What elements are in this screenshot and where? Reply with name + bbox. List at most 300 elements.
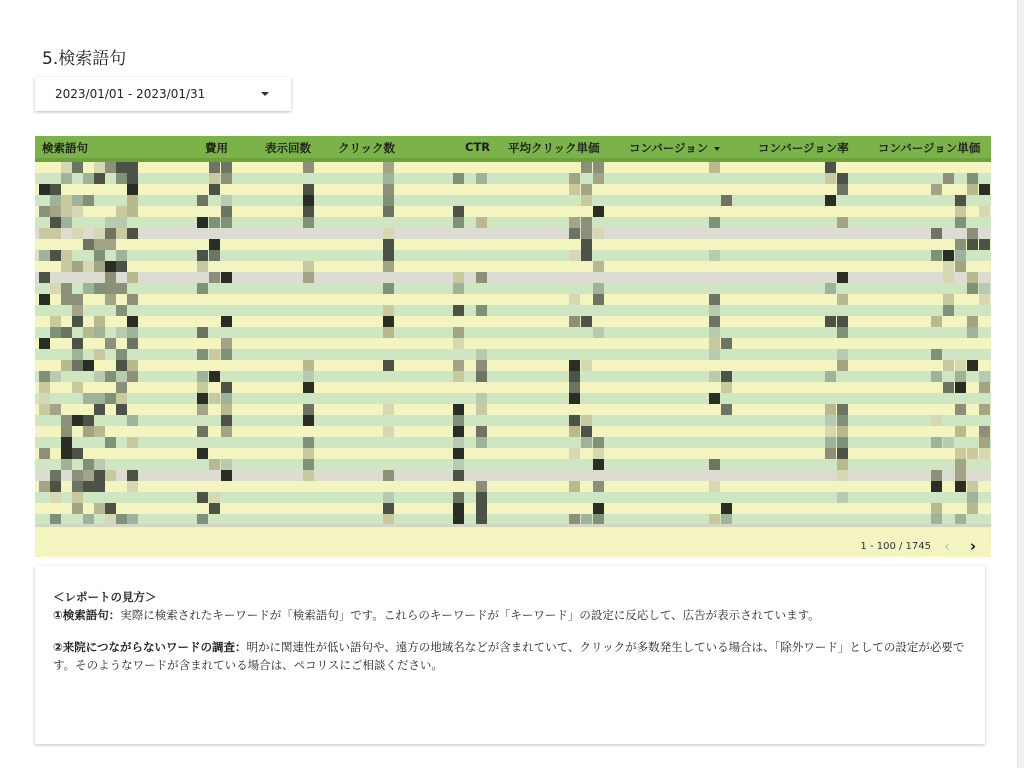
- obscured-cell: [94, 250, 105, 261]
- obscured-cell: [453, 448, 464, 459]
- obscured-cell: [72, 316, 83, 327]
- obscured-cell: [825, 404, 836, 415]
- obscured-cell: [569, 382, 580, 393]
- table-row[interactable]: [35, 294, 991, 305]
- obscured-cell: [116, 371, 127, 382]
- obscured-cell: [116, 217, 127, 228]
- obscured-cell: [72, 360, 83, 371]
- search-terms-table: [35, 136, 991, 557]
- table-row[interactable]: [35, 415, 991, 426]
- obscured-cell: [967, 481, 978, 492]
- obscured-cell: [967, 448, 978, 459]
- obscured-cell: [61, 448, 72, 459]
- table-row[interactable]: [35, 239, 991, 250]
- obscured-cell: [453, 514, 464, 524]
- obscured-cell: [825, 415, 836, 426]
- obscured-cell: [116, 327, 127, 338]
- obscured-cell: [476, 514, 487, 524]
- obscured-cell: [39, 382, 50, 393]
- obscured-cell: [61, 294, 72, 305]
- table-row[interactable]: [35, 459, 991, 470]
- obscured-cell: [453, 459, 464, 470]
- obscured-cell: [72, 349, 83, 360]
- obscured-cell: [453, 305, 464, 316]
- obscured-cell: [837, 415, 848, 426]
- table-row[interactable]: [35, 349, 991, 360]
- obscured-cell: [197, 492, 208, 503]
- obscured-cell: [209, 393, 220, 404]
- obscured-cell: [83, 459, 94, 470]
- obscured-cell: [61, 459, 72, 470]
- column-header-conversion-rate[interactable]: コンバージョン率: [758, 141, 849, 155]
- obscured-cell: [709, 393, 720, 404]
- obscured-cell: [721, 338, 732, 349]
- obscured-cell: [303, 261, 314, 272]
- obscured-cell: [209, 459, 220, 470]
- obscured-cell: [127, 338, 138, 349]
- obscured-cell: [127, 316, 138, 327]
- obscured-cell: [221, 195, 232, 206]
- obscured-cell: [837, 470, 848, 481]
- obscured-cell: [303, 217, 314, 228]
- obscured-cell: [303, 184, 314, 195]
- date-range-label: 2023/01/01 - 2023/01/31: [55, 87, 206, 101]
- obscured-cell: [825, 195, 836, 206]
- obscured-cell: [105, 228, 116, 239]
- obscured-cell: [116, 305, 127, 316]
- table-header: [35, 136, 991, 162]
- obscured-cell: [569, 316, 580, 327]
- obscured-cell: [221, 404, 232, 415]
- previous-page-icon[interactable]: ‹: [944, 537, 950, 555]
- pagination-range: 1 - 100 / 1745: [860, 540, 931, 552]
- obscured-cell: [61, 261, 72, 272]
- obscured-cell: [50, 228, 61, 239]
- table-row[interactable]: [35, 272, 991, 283]
- obscured-cell: [453, 272, 464, 283]
- obscured-cell: [209, 349, 220, 360]
- report-guide-item-1: [53, 606, 965, 624]
- obscured-cell: [837, 184, 848, 195]
- obscured-cell: [61, 206, 72, 217]
- obscured-cell: [476, 360, 487, 371]
- obscured-cell: [50, 514, 61, 524]
- obscured-cell: [943, 250, 954, 261]
- obscured-cell: [94, 459, 105, 470]
- obscured-cell: [383, 250, 394, 261]
- obscured-cell: [581, 228, 592, 239]
- obscured-cell: [967, 184, 978, 195]
- obscured-cell: [476, 349, 487, 360]
- table-row[interactable]: [35, 437, 991, 448]
- obscured-cell: [476, 173, 487, 184]
- table-row[interactable]: [35, 382, 991, 393]
- table-row[interactable]: [35, 503, 991, 514]
- column-header-search-term[interactable]: 検索語句: [42, 141, 88, 155]
- table-row[interactable]: [35, 206, 991, 217]
- obscured-cell: [931, 503, 942, 514]
- obscured-cell: [209, 250, 220, 261]
- obscured-cell: [569, 448, 580, 459]
- column-header-impressions[interactable]: 表示回数: [265, 141, 311, 155]
- obscured-cell: [825, 437, 836, 448]
- obscured-cell: [581, 514, 592, 524]
- obscured-cell: [303, 382, 314, 393]
- obscured-cell: [61, 195, 72, 206]
- obscured-cell: [837, 316, 848, 327]
- table-row[interactable]: [35, 514, 991, 524]
- obscured-cell: [50, 250, 61, 261]
- obscured-cell: [825, 283, 836, 294]
- obscured-cell: [116, 393, 127, 404]
- obscured-cell: [221, 272, 232, 283]
- obscured-cell: [955, 481, 966, 492]
- obscured-cell: [383, 514, 394, 524]
- obscured-cell: [955, 371, 966, 382]
- obscured-cell: [453, 360, 464, 371]
- obscured-cell: [39, 481, 50, 492]
- obscured-cell: [94, 371, 105, 382]
- obscured-cell: [116, 162, 127, 173]
- obscured-cell: [221, 470, 232, 481]
- obscured-cell: [39, 228, 50, 239]
- obscured-cell: [383, 173, 394, 184]
- obscured-cell: [116, 228, 127, 239]
- obscured-cell: [931, 514, 942, 524]
- obscured-cell: [476, 426, 487, 437]
- obscured-cell: [453, 415, 464, 426]
- obscured-cell: [105, 283, 116, 294]
- table-row[interactable]: [35, 404, 991, 415]
- obscured-cell: [967, 283, 978, 294]
- obscured-cell: [83, 327, 94, 338]
- obscured-cell: [105, 261, 116, 272]
- obscured-cell: [837, 327, 848, 338]
- obscured-cell: [569, 250, 580, 261]
- table-row[interactable]: [35, 228, 991, 239]
- obscured-cell: [709, 514, 720, 524]
- obscured-cell: [39, 448, 50, 459]
- obscured-cell: [197, 448, 208, 459]
- obscured-cell: [94, 162, 105, 173]
- obscured-cell: [72, 294, 83, 305]
- obscured-cell: [127, 415, 138, 426]
- obscured-cell: [303, 195, 314, 206]
- obscured-cell: [94, 316, 105, 327]
- obscured-cell: [837, 349, 848, 360]
- obscured-cell: [197, 217, 208, 228]
- obscured-cell: [383, 503, 394, 514]
- table-row[interactable]: [35, 316, 991, 327]
- obscured-cell: [72, 503, 83, 514]
- obscured-cell: [955, 250, 966, 261]
- obscured-cell: [197, 393, 208, 404]
- obscured-cell: [197, 514, 208, 524]
- obscured-cell: [83, 393, 94, 404]
- table-row[interactable]: [35, 426, 991, 437]
- column-header-ctr[interactable]: CTR: [465, 140, 491, 154]
- obscured-cell: [837, 426, 848, 437]
- obscured-cell: [127, 437, 138, 448]
- obscured-cell: [476, 272, 487, 283]
- obscured-cell: [569, 426, 580, 437]
- table-row[interactable]: [35, 250, 991, 261]
- obscured-cell: [94, 426, 105, 437]
- sort-desc-icon: [714, 147, 720, 151]
- table-row[interactable]: [35, 173, 991, 184]
- obscured-cell: [453, 327, 464, 338]
- obscured-cell: [825, 371, 836, 382]
- obscured-cell: [837, 272, 848, 283]
- obscured-cell: [569, 217, 580, 228]
- obscured-cell: [61, 162, 72, 173]
- obscured-cell: [105, 294, 116, 305]
- obscured-cell: [453, 503, 464, 514]
- obscured-cell: [105, 514, 116, 524]
- obscured-cell: [569, 184, 580, 195]
- obscured-cell: [825, 173, 836, 184]
- table-row[interactable]: [35, 360, 991, 371]
- obscured-cell: [116, 382, 127, 393]
- table-body: [35, 162, 991, 524]
- obscured-cell: [967, 173, 978, 184]
- table-row[interactable]: [35, 305, 991, 316]
- table-row[interactable]: [35, 448, 991, 459]
- obscured-cell: [127, 195, 138, 206]
- obscured-cell: [593, 503, 604, 514]
- obscured-cell: [116, 404, 127, 415]
- obscured-cell: [931, 415, 942, 426]
- column-header-conversions[interactable]: [629, 140, 720, 156]
- obscured-cell: [197, 327, 208, 338]
- obscured-cell: [72, 261, 83, 272]
- obscured-cell: [476, 404, 487, 415]
- obscured-cell: [837, 448, 848, 459]
- obscured-cell: [72, 162, 83, 173]
- obscured-cell: [593, 448, 604, 459]
- report-guide: [35, 566, 985, 744]
- table-row[interactable]: [35, 338, 991, 349]
- obscured-cell: [94, 228, 105, 239]
- obscured-cell: [197, 261, 208, 272]
- obscured-cell: [61, 360, 72, 371]
- obscured-cell: [955, 404, 966, 415]
- obscured-cell: [931, 481, 942, 492]
- obscured-cell: [197, 382, 208, 393]
- obscured-cell: [593, 514, 604, 524]
- obscured-cell: [116, 360, 127, 371]
- obscured-cell: [943, 360, 954, 371]
- obscured-cell: [383, 470, 394, 481]
- obscured-cell: [383, 184, 394, 195]
- obscured-cell: [209, 217, 220, 228]
- obscured-cell: [943, 382, 954, 393]
- report-guide-item-2-text: 明かに関連性が低い語句や、遠方の地域名などが含まれていて、クリックが多数発生している場合は、「除外ワード」としての設定が必要です。そのようなワードが含まれている場合は、ペコリスにご相談ください。: [53, 640, 965, 672]
- obscured-cell: [50, 184, 61, 195]
- obscured-cell: [581, 162, 592, 173]
- obscured-cell: [209, 162, 220, 173]
- obscured-cell: [569, 481, 580, 492]
- obscured-cell: [709, 305, 720, 316]
- obscured-cell: [303, 448, 314, 459]
- obscured-cell: [116, 206, 127, 217]
- obscured-cell: [476, 371, 487, 382]
- obscured-cell: [383, 228, 394, 239]
- obscured-cell: [709, 294, 720, 305]
- obscured-cell: [721, 503, 732, 514]
- obscured-cell: [72, 195, 83, 206]
- obscured-cell: [825, 448, 836, 459]
- table-row[interactable]: [35, 195, 991, 206]
- obscured-cell: [221, 162, 232, 173]
- table-row[interactable]: [35, 393, 991, 404]
- obscured-cell: [931, 250, 942, 261]
- obscured-cell: [303, 470, 314, 481]
- obscured-cell: [94, 239, 105, 250]
- obscured-cell: [453, 492, 464, 503]
- obscured-cell: [83, 360, 94, 371]
- obscured-cell: [50, 492, 61, 503]
- obscured-cell: [453, 371, 464, 382]
- obscured-cell: [94, 327, 105, 338]
- obscured-cell: [383, 239, 394, 250]
- obscured-cell: [979, 448, 990, 459]
- obscured-cell: [581, 426, 592, 437]
- date-range-picker[interactable]: [35, 77, 291, 111]
- obscured-cell: [83, 514, 94, 524]
- obscured-cell: [955, 448, 966, 459]
- obscured-cell: [303, 404, 314, 415]
- table-row[interactable]: [35, 470, 991, 481]
- column-header-cost-per-conversion[interactable]: コンバージョン単価: [878, 141, 981, 155]
- obscured-cell: [721, 195, 732, 206]
- obscured-cell: [83, 481, 94, 492]
- table-bottom-divider: [35, 524, 991, 527]
- obscured-cell: [83, 195, 94, 206]
- obscured-cell: [83, 261, 94, 272]
- column-header-avg-cpc[interactable]: 平均クリック単価: [508, 141, 600, 155]
- obscured-cell: [127, 371, 138, 382]
- obscured-cell: [105, 437, 116, 448]
- obscured-cell: [94, 481, 105, 492]
- obscured-cell: [955, 514, 966, 524]
- obscured-cell: [967, 360, 978, 371]
- report-guide-item-1-label: ①検索語句：: [53, 608, 121, 622]
- obscured-cell: [39, 206, 50, 217]
- obscured-cell: [105, 503, 116, 514]
- obscured-cell: [127, 228, 138, 239]
- obscured-cell: [979, 206, 990, 217]
- table-row[interactable]: [35, 371, 991, 382]
- obscured-cell: [50, 327, 61, 338]
- obscured-cell: [72, 228, 83, 239]
- obscured-cell: [581, 217, 592, 228]
- column-header-cost[interactable]: 費用: [205, 141, 228, 155]
- obscured-cell: [709, 162, 720, 173]
- obscured-cell: [127, 360, 138, 371]
- obscured-cell: [127, 206, 138, 217]
- obscured-cell: [593, 481, 604, 492]
- obscured-cell: [72, 415, 83, 426]
- obscured-cell: [127, 294, 138, 305]
- table-row[interactable]: [35, 261, 991, 272]
- obscured-cell: [61, 173, 72, 184]
- table-row[interactable]: [35, 283, 991, 294]
- obscured-cell: [453, 283, 464, 294]
- obscured-cell: [94, 283, 105, 294]
- obscured-cell: [967, 272, 978, 283]
- obscured-cell: [72, 448, 83, 459]
- obscured-cell: [83, 173, 94, 184]
- obscured-cell: [94, 404, 105, 415]
- obscured-cell: [197, 250, 208, 261]
- obscured-cell: [83, 283, 94, 294]
- obscured-cell: [197, 283, 208, 294]
- obscured-cell: [197, 404, 208, 415]
- obscured-cell: [127, 481, 138, 492]
- table-row[interactable]: [35, 162, 991, 173]
- table-row[interactable]: [35, 184, 991, 195]
- obscured-cell: [709, 481, 720, 492]
- report-guide-item-2: [53, 638, 965, 674]
- obscured-cell: [209, 173, 220, 184]
- obscured-cell: [721, 371, 732, 382]
- obscured-cell: [105, 217, 116, 228]
- obscured-cell: [383, 206, 394, 217]
- obscured-cell: [967, 492, 978, 503]
- table-row[interactable]: [35, 327, 991, 338]
- column-header-clicks[interactable]: クリック数: [338, 141, 396, 155]
- table-row[interactable]: [35, 481, 991, 492]
- obscured-cell: [221, 173, 232, 184]
- next-page-icon[interactable]: ›: [969, 537, 977, 555]
- obscured-cell: [127, 470, 138, 481]
- obscured-cell: [50, 404, 61, 415]
- obscured-cell: [105, 393, 116, 404]
- obscured-cell: [837, 459, 848, 470]
- obscured-cell: [943, 173, 954, 184]
- obscured-cell: [105, 162, 116, 173]
- obscured-cell: [39, 294, 50, 305]
- obscured-cell: [221, 217, 232, 228]
- obscured-cell: [105, 338, 116, 349]
- obscured-cell: [221, 426, 232, 437]
- obscured-cell: [72, 206, 83, 217]
- obscured-cell: [569, 514, 580, 524]
- obscured-cell: [593, 437, 604, 448]
- obscured-cell: [105, 470, 116, 481]
- page-edge-rule: [1017, 0, 1024, 768]
- obscured-cell: [979, 184, 990, 195]
- obscured-cell: [209, 371, 220, 382]
- obscured-cell: [83, 470, 94, 481]
- obscured-cell: [581, 195, 592, 206]
- table-row[interactable]: [35, 217, 991, 228]
- obscured-cell: [197, 426, 208, 437]
- obscured-cell: [50, 470, 61, 481]
- obscured-cell: [453, 217, 464, 228]
- obscured-cell: [943, 305, 954, 316]
- obscured-cell: [39, 338, 50, 349]
- obscured-cell: [39, 393, 50, 404]
- table-row[interactable]: [35, 492, 991, 503]
- obscured-cell: [50, 217, 61, 228]
- obscured-cell: [127, 162, 138, 173]
- obscured-cell: [979, 283, 990, 294]
- obscured-cell: [61, 437, 72, 448]
- obscured-cell: [709, 371, 720, 382]
- obscured-cell: [72, 305, 83, 316]
